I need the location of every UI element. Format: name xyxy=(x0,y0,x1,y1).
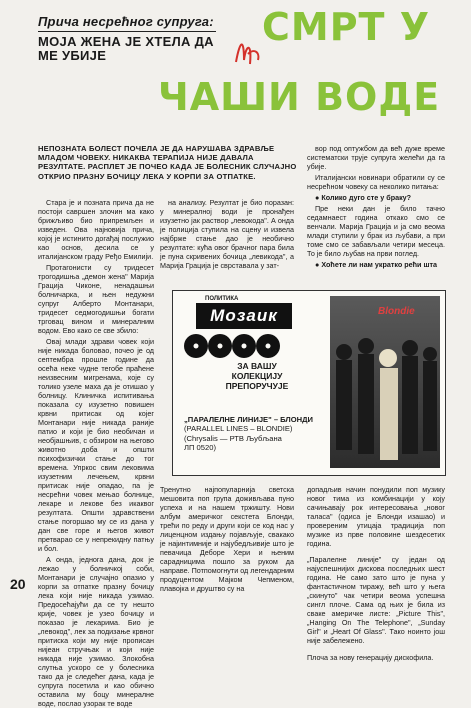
handwritten-mark-icon xyxy=(230,30,266,70)
headline-line-1: СМРТ У xyxy=(262,5,431,49)
interview-answer: Пре неки дан је било тачно седамнаест година откако смо се венчали. Марија Грација и ја смо веома млади ступили у брак из љубави, а при томе смо се забављали четири месеца. То је било љубав на први поглед. xyxy=(307,204,445,258)
article-column-3 xyxy=(307,144,445,284)
paragraph: допадљив начин понудили поп музику новог тима из комбинацији у коју сачињавају рок интересовања „новог таласа" (одиса је Блонди изашао) и провереним утицаја традиција поп музике из прве половине шездесетих година. xyxy=(307,485,445,549)
headline-line-2: ЧАШИ ВОДЕ xyxy=(158,75,441,119)
magazine-logo: Мозаик xyxy=(196,303,292,329)
album-label: (Chrysalis — РТВ Љубљана xyxy=(184,433,282,443)
paragraph: Италијански новинари обратили су се несрећном човеку са неколико питања: xyxy=(307,173,445,191)
article-column-1 xyxy=(38,198,154,708)
paragraph: Протагонисти су тридесет трогодишња „демон жена" Марија Грација Чиконе, ненадашњи болничарка, и њен недужни супруг Алберто Монтанари, тридесет седмогодишњи богати трговац вином и минералним водом. Ево како се све збило: xyxy=(38,263,154,335)
photo-caption: Blondie xyxy=(378,306,415,317)
band-silhouettes-icon xyxy=(330,296,440,468)
promo-text: ЗА ВАШУ КОЛЕКЦИЈУ ПРЕПОРУЧУЈЕ xyxy=(225,361,289,391)
article-kicker: Прича несрећног супруга: xyxy=(38,14,214,29)
paragraph: на анализу. Резултат је био поразан: у минералној води је пронађен изузетно јак раствор „левокода". А онда је полиција ступила на сцену и извела најбрже стање дао је необично резултате: кућа овог брачног пара била је пуна скривених бочица „левикода", а Марија Грација је сврставала у зат- xyxy=(160,198,294,270)
paragraph: Овај млади здрави човек који није никада боловао, почео је од септембра прошле године да осећа неке чудне тегобе праћене неизвесним мигренама, које су толико узеле маха да је отишао у болницу. Клиничка испитивања показала су изузетно повишен крвни притисак од којег Монтанари није никада раније патио и који је био необичан и необјашњив, с обзиром на његово животно доба и општи психофизички стање до тог времена. Упркос свим лековима изузетним лечењем, крвни притисак није опадао, па је несрећни човек мењао болнице, лекаре и лекове без икаквог резултата. Општи здравствени стање погоршао му се из дана у дан све горе и његов живот претварао се у непрекидну патњу и бол. xyxy=(38,337,154,553)
vinyl-records-icon xyxy=(182,332,294,360)
paragraph: „Паралелне линије" су један од најуспешнијих дискова последњих шест година. Не само зато што је пуна у фантастичном тиражу, већ што у њега „скинуто" чак четири веома успешна сингл плоче. Сама од њих је била из сваке америчке листе: „Picture This", „Hanging On The Telephone", „Sunday Girl" и „Heart Of Glass". Тако ноинто још није забележено. xyxy=(307,555,445,646)
album-catalog: ЛП 0520) xyxy=(184,443,216,453)
paragraph: Плоча за нову генерацију дискофила. xyxy=(307,652,434,662)
interview-question: ● Хоћете ли нам укратко рећи шта xyxy=(315,260,437,269)
paragraph: Тренутно најпопуларнија светска мешовита поп група доживљава пуно успеха и на нашем тржишту. Нови албум америчког секстета Блонди, трећи по реду и други који се код нас у лиценцном издању појављује, свакако је најинтимније и најубедљивије што је певачица Деборе Хери и њеним сарадницима пошло за руком да направе. Потпомогнути од легендарним продуцентом Мајком Чепменом, плавојка и друштво су на xyxy=(160,485,294,594)
interview-question: ● Колико дуго сте у браку? xyxy=(315,193,412,202)
album-info xyxy=(184,415,324,453)
article-subhead: МОЈА ЖЕНА ЈЕ ХТЕЛА ДА МЕ УБИЈЕ xyxy=(38,34,214,63)
review-column-1 xyxy=(160,478,294,593)
article-lead: НЕПОЗНАТА БОЛЕСТ ПОЧЕЛА ЈЕ ДА НАРУШАВА ЗДРАВЉЕ МЛАДОМ ЧОВЕКУ. НИКАКВА ТЕРАПИЈА НИЈЕ ДАВАЛА РЕЗУЛТАТЕ. РАСПЛЕТ ЈЕ ПОЧЕО КАДА ЈЕ БОЛЕСНИК СЛУЧАЈНО ОТКРИО ПРАЗНУ БОЧИЦУ ЛЕКА У КОРПИ ЗА ОТПАТКЕ. xyxy=(38,144,297,181)
paragraph: Стара је и позната прича да не постоји савршен злочин ма како брижљиво био припремљен и изведен. Ова најновија прича, којој је истинито догађај послужио као основ, десила се у италијанском граду Ређо Емилији. xyxy=(38,198,154,261)
paragraph: А онда, једнога дана, док је лежао у болничкој соби, Монтанари је случајно опазио у корпи за отпатке празну бочицу лека који није никада узимао. Предосећајући да се ту нешто крије, човек је узео бочицу и показао је лекарима. Био је „левокод", лек за подизање крвног притиска који му није прописан нијеан стручњак и који није никада није узимао. Злокобна слутња ускоро се у болесника тако да је следећег дана, када је супруга посетила и као обично оставила му боцу минералне воде, послао узорак те воде xyxy=(38,555,154,708)
paragraph: вор под оптужбом да већ дуже време систематски трује супруга желећи да га убије. xyxy=(307,144,445,171)
page-number: 20 xyxy=(10,576,26,592)
review-column-2 xyxy=(307,478,445,662)
album-original-title: (PARALLEL LINES – BLONDIE) xyxy=(184,424,293,434)
publisher-label: ПОЛИТИКА xyxy=(205,296,239,302)
band-photo xyxy=(330,296,440,468)
kicker-divider xyxy=(38,31,216,32)
album-title: „ПАРАЛЕЛНЕ ЛИНИЈЕ" – БЛОНДИ xyxy=(184,415,314,424)
article-column-2 xyxy=(160,198,294,273)
